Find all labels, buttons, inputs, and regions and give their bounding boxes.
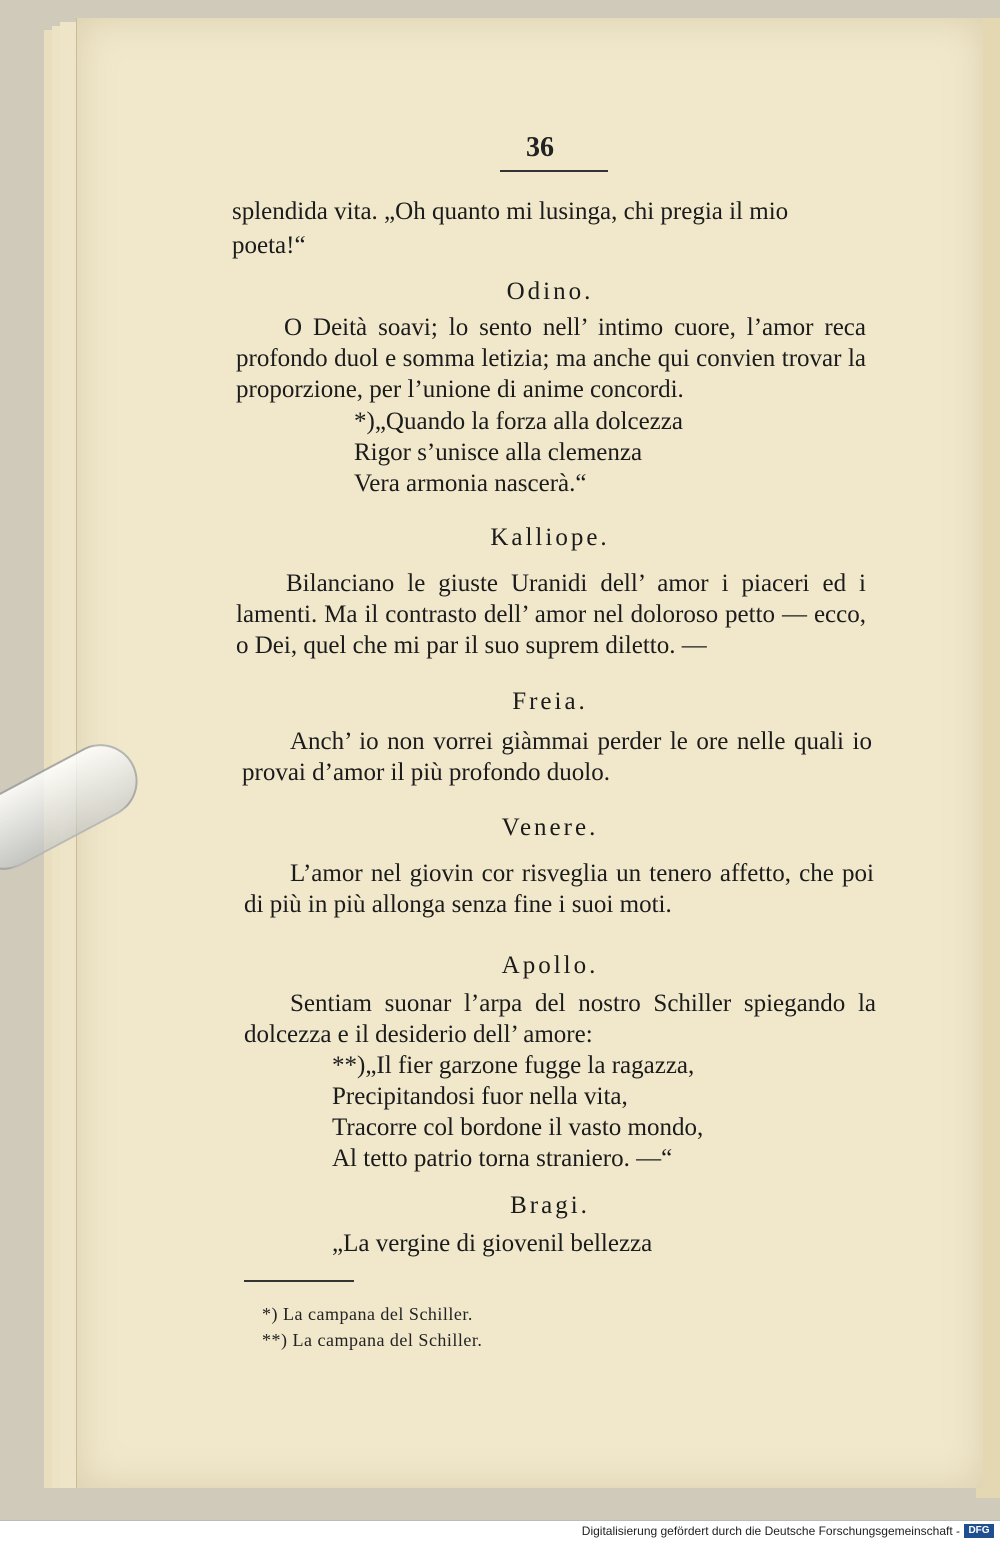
intro-line: poeta!“ (232, 232, 306, 259)
speech-paragraph: Bilanciano le giuste Uranidi dell’ amor i piaceri ed i lamenti. Ma il contrasto dell’ amor nel doloroso petto — ecco, o Dei, quel che mi par il suo suprem diletto. — (236, 570, 866, 659)
dfg-logo: DFG (964, 1524, 994, 1538)
footnote: **) La campana del Schiller. (262, 1330, 483, 1350)
verse-line: Vera armonia nascerà.“ (354, 470, 587, 497)
verse-line: **)„Il fier garzone fugge la ragazza, (332, 1052, 695, 1079)
verse-line: Precipitandosi fuor nella vita, (332, 1083, 628, 1110)
credit-bar (0, 1520, 1000, 1544)
verse-line: *)„Quando la forza alla dolcezza (354, 408, 683, 435)
page-number-rule (500, 170, 608, 172)
verse-line: Al tetto patrio torna straniero. —“ (332, 1145, 673, 1172)
speaker-heading: Kalliope. (490, 524, 610, 551)
speech-paragraph: O Deità soavi; lo sento nell’ intimo cuore, l’amor reca profondo duol e somma letizia; ma anche qui convien trovar la proporzione, per l’unione di anime concordi. (236, 314, 866, 403)
speech-paragraph: Sentiam suonar l’arpa del nostro Schiller spiegando la dolcezza e il desiderio dell’ amore: (244, 990, 876, 1048)
speaker-heading: Venere. (501, 814, 599, 841)
intro-line: splendida vita. „Oh quanto mi lusinga, chi pregia il mio (232, 198, 789, 225)
speech-paragraph: Anch’ io non vorrei giàmmai perder le ore nelle quali io provai d’amor il più profondo duolo. (242, 728, 872, 786)
speaker-heading: Bragi. (510, 1192, 590, 1219)
speaker-heading: Odino. (506, 278, 594, 305)
verse-line: Tracorre col bordone il vasto mondo, (332, 1114, 704, 1141)
speaker-heading: Freia. (512, 688, 588, 715)
footnote-rule (244, 1280, 354, 1282)
funding-credit: Digitalisierung gefördert durch die Deutsche Forschungsgemeinschaft - (581, 1524, 960, 1538)
speech-paragraph: L’amor nel giovin cor risveglia un tenero affetto, che poi di più in più allonga senza fine i suoi moti. (244, 860, 874, 918)
page-number: 36 (526, 132, 554, 163)
speaker-heading: Apollo. (501, 952, 599, 979)
footnote: *) La campana del Schiller. (262, 1304, 473, 1324)
verse-line: „La vergine di giovenil bellezza (332, 1230, 653, 1257)
verse-line: Rigor s’unisce alla clemenza (354, 439, 643, 466)
